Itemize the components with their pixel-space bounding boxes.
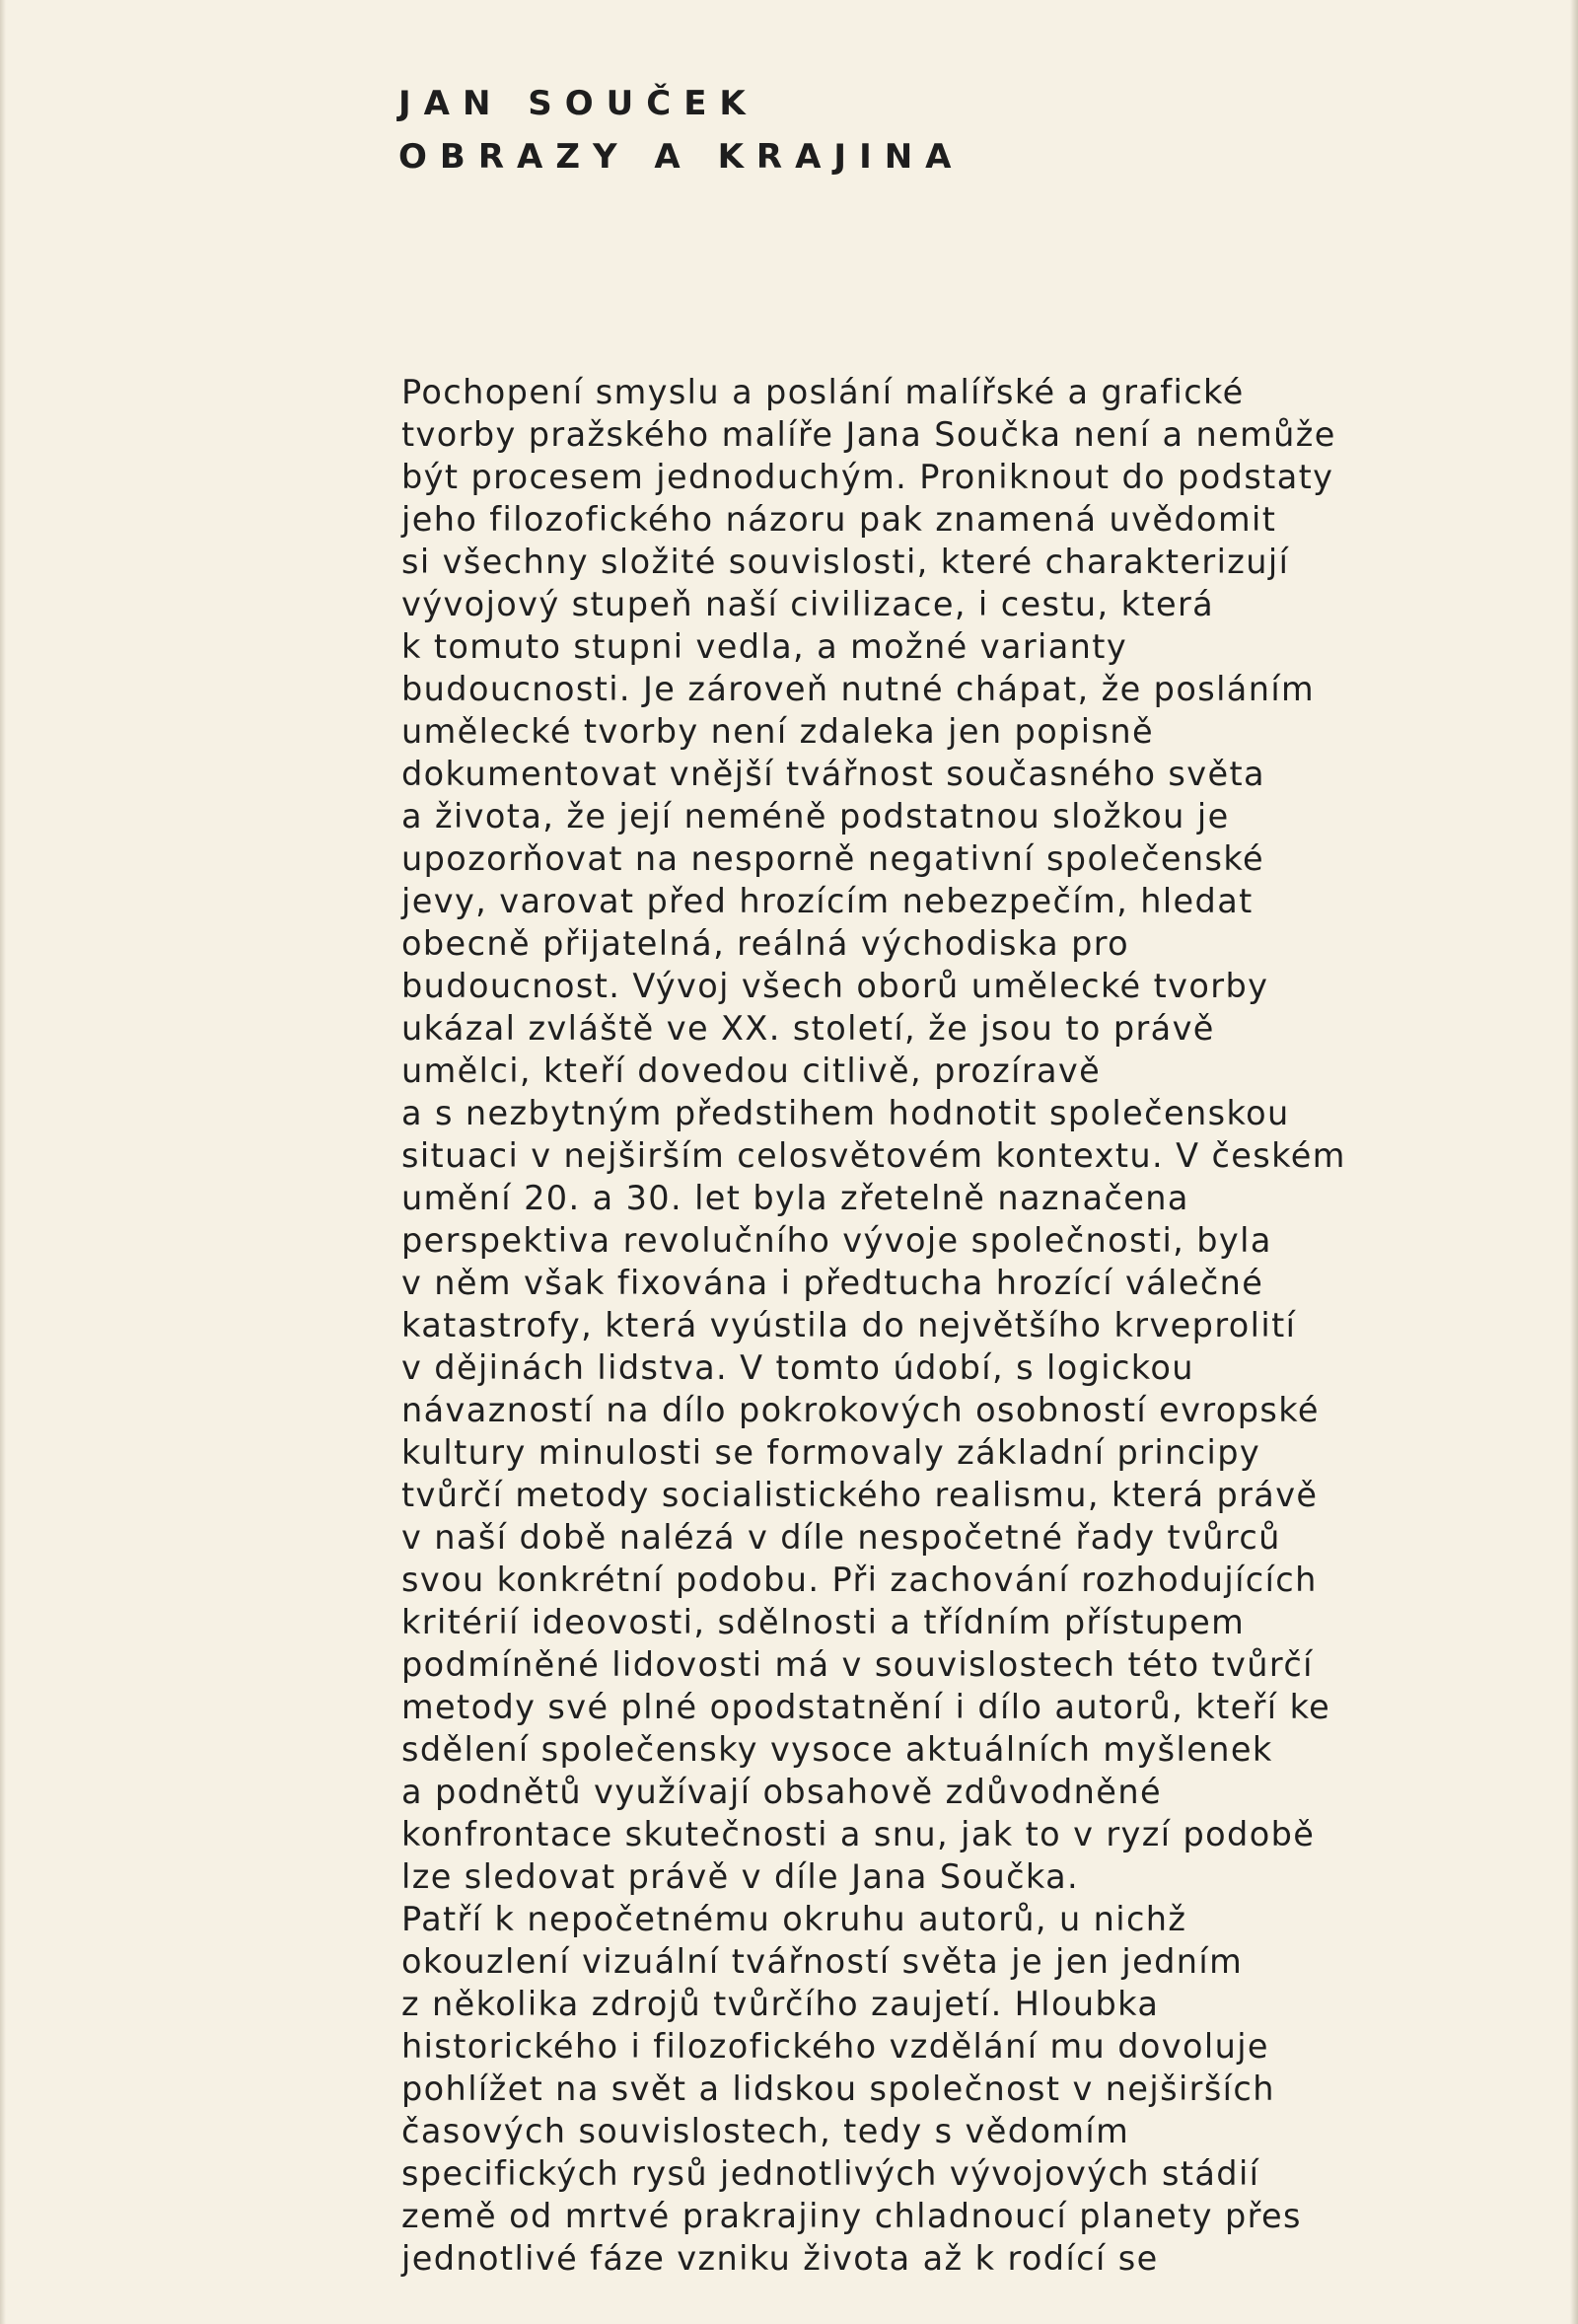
text-line: umění 20. a 30. let byla zřetelně naznačena	[401, 1179, 1189, 1217]
text-line: situaci v nejširším celosvětovém kontextu. V českém	[401, 1136, 1346, 1175]
text-line: Patří k nepočetnému okruhu autorů, u nichž	[401, 1900, 1187, 1938]
text-line: perspektiva revolučního vývoje společnosti, byla	[401, 1221, 1272, 1260]
text-line: specifických rysů jednotlivých vývojových stádií	[401, 2154, 1260, 2193]
text-line: a života, že její neméně podstatnou složkou je	[401, 797, 1230, 835]
text-line: návazností na dílo pokrokových osobností evropské	[401, 1391, 1320, 1429]
text-line: podmíněné lidovosti má v souvislostech této tvůrčí	[401, 1645, 1314, 1684]
text-line: a podnětů využívají obsahově zdůvodněné	[401, 1773, 1162, 1811]
text-line: vývojový stupeň naší civilizace, i cestu, která	[401, 585, 1215, 623]
text-line: v něm však fixována i předtucha hrozící válečné	[401, 1264, 1264, 1302]
text-line: jeho filozofického názoru pak znamená uvědomit	[401, 500, 1277, 539]
text-line: si všechny složité souvislosti, které charakterizují	[401, 543, 1290, 581]
text-line: metody své plné opodstatnění i dílo autorů, kteří ke	[401, 1688, 1331, 1726]
text-line: k tomuto stupni vedla, a možné varianty	[401, 627, 1128, 666]
text-line: sdělení společensky vysoce aktuálních myšlenek	[401, 1730, 1273, 1769]
text-line: budoucnosti. Je zároveň nutné chápat, že posláním	[401, 670, 1316, 708]
text-line: katastrofy, která vyústila do největšího krveprolití	[401, 1306, 1297, 1344]
page-edge-right	[1570, 0, 1578, 2324]
text-line: jednotlivé fáze vzniku života až k rodící se	[401, 2239, 1159, 2278]
text-line: okouzlení vizuální tvářností světa je jen jedním	[401, 1942, 1244, 1981]
text-line: budoucnost. Vývoj všech oborů umělecké tvorby	[401, 967, 1269, 1005]
page-edge-left	[0, 0, 6, 2324]
document-title: OBRAZY A KRAJINA	[398, 137, 965, 177]
author-name: JAN SOUČEK	[398, 84, 758, 123]
text-line: tvůrčí metody socialistického realismu, která právě	[401, 1476, 1319, 1514]
text-line: dokumentovat vnější tvářnost současného světa	[401, 755, 1265, 793]
text-line: jevy, varovat před hrozícím nebezpečím, hledat	[401, 882, 1254, 920]
text-line: v dějinách lidstva. V tomto údobí, s logickou	[401, 1348, 1194, 1387]
document-heading	[398, 77, 964, 183]
text-line: z několika zdrojů tvůrčího zaujetí. Hloubka	[401, 1985, 1160, 2023]
text-line: umělci, kteří dovedou citlivě, prozíravě	[401, 1052, 1102, 1090]
text-line: tvorby pražského malíře Jana Součka není a nemůže	[401, 415, 1336, 454]
text-line: být procesem jednoduchým. Proniknout do podstaty	[401, 458, 1334, 496]
text-line: kritérií ideovosti, sdělnosti a třídním přístupem	[401, 1603, 1246, 1641]
text-line: ukázal zvláště ve XX. století, že jsou to právě	[401, 1009, 1215, 1048]
text-line: obecně přijatelná, reálná východiska pro	[401, 924, 1130, 963]
text-line: upozorňovat na nesporně negativní společenské	[401, 839, 1265, 878]
text-line: v naší době nalézá v díle nespočetné řady tvůrců	[401, 1518, 1281, 1557]
text-line: kultury minulosti se formovaly základní principy	[401, 1433, 1261, 1472]
text-line: pohlížet na svět a lidskou společnost v nejširších	[401, 2070, 1275, 2108]
text-line: lze sledovat právě v díle Jana Součka.	[401, 1857, 1080, 1896]
text-line: historického i filozofického vzdělání mu dovoluje	[401, 2027, 1269, 2066]
text-line: a s nezbytným předstihem hodnotit společenskou	[401, 1094, 1290, 1132]
text-line: konfrontace skutečnosti a snu, jak to v ryzí podobě	[401, 1815, 1316, 1853]
text-line: umělecké tvorby není zdaleka jen popisně	[401, 712, 1154, 751]
text-line: svou konkrétní podobu. Při zachování rozhodujících	[401, 1561, 1318, 1599]
text-line: časových souvislostech, tedy s vědomím	[401, 2112, 1130, 2150]
text-line: země od mrtvé prakrajiny chladnoucí planety přes	[401, 2197, 1302, 2235]
text-line: Pochopení smyslu a poslání malířské a grafické	[401, 373, 1245, 411]
body-paragraph	[401, 371, 1427, 2280]
